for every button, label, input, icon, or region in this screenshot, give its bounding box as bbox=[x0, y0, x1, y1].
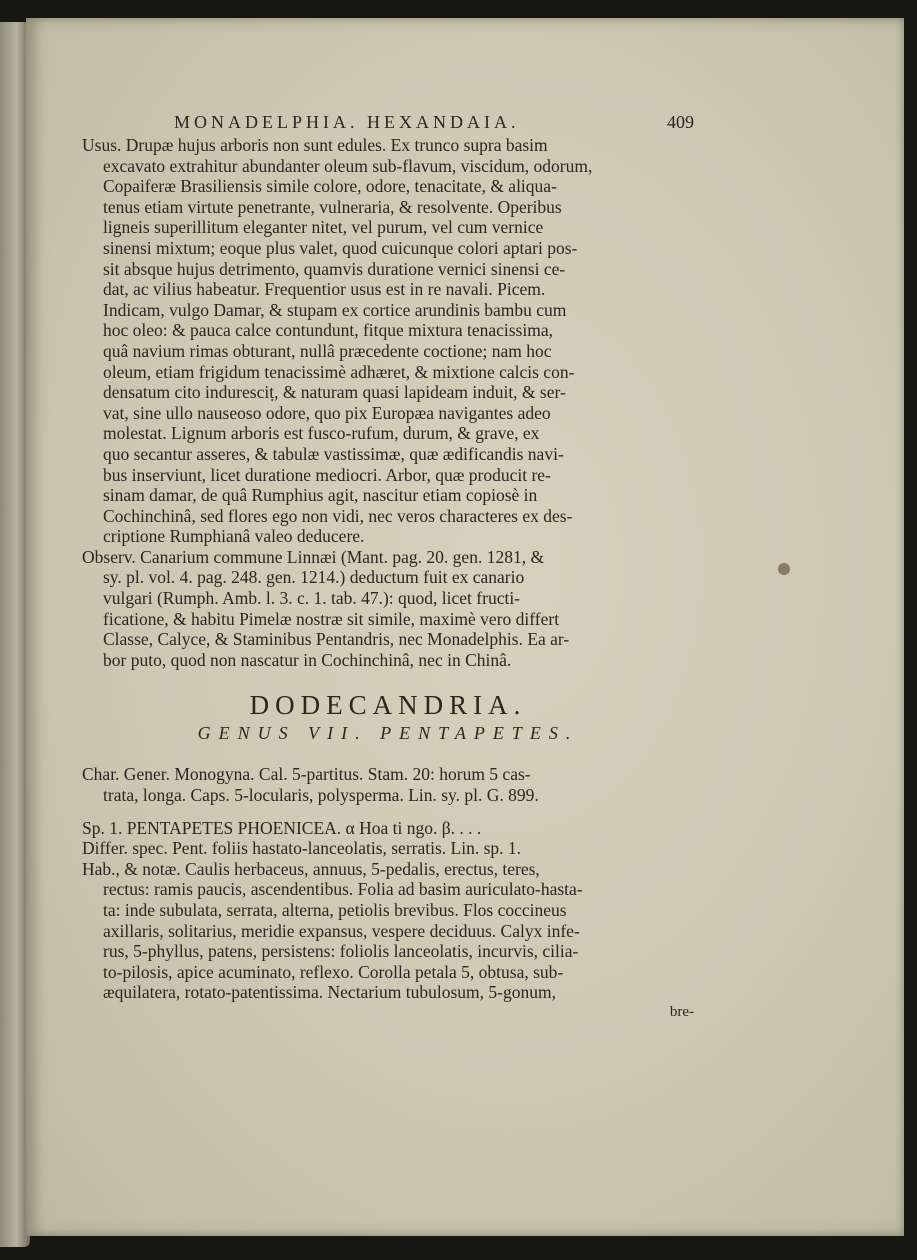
text-line: sy. pl. vol. 4. pag. 248. gen. 1214.) deductum fuit ex canario bbox=[103, 567, 525, 588]
text-line: dat, ac vilius habeatur. Frequentior usus est in re navali. Picem. bbox=[103, 279, 546, 300]
text-line: axillaris, solitarius, meridie expansus, vespere deciduus. Calyx infe- bbox=[103, 920, 580, 941]
text-line: bus inserviunt, licet duratione mediocri. Arbor, quæ producit re- bbox=[103, 464, 551, 485]
text-line: criptione Rumphianâ valeo deducere. bbox=[103, 526, 365, 547]
text-line: rectus: ramis paucis, ascendentibus. Folia ad basim auriculato-hasta- bbox=[103, 879, 583, 900]
species-paragraph bbox=[82, 818, 694, 1003]
text-line: sinam damar, de quâ Rumphius agit, nascitur etiam copiosè in bbox=[103, 485, 538, 506]
running-head-title: MONADELPHIA. HEXANDAIA. bbox=[174, 112, 520, 132]
text-line: Sp. 1. PENTAPETES PHOENICEA. α Hoa ti ngo. β. . . . bbox=[82, 817, 482, 838]
text-line: ta: inde subulata, serrata, alterna, petiolis brevibus. Flos coccineus bbox=[103, 900, 567, 920]
text-line: vulgari (Rumph. Amb. l. 3. c. 1. tab. 47.): quod, licet fructi- bbox=[103, 588, 521, 609]
text-line: sit absque hujus detrimento, quamvis duratione vernici sinensi ce- bbox=[103, 258, 566, 279]
text-line: Classe, Calyce, & Staminibus Pentandris, nec Monadelphis. Ea ar- bbox=[103, 629, 570, 650]
text-line: æquilatera, rotato-patentissima. Nectarium tubulosum, 5-gonum, bbox=[103, 982, 556, 1003]
text-line: trata, longa. Caps. 5-locularis, polysperma. Lin. sy. pl. G. 899. bbox=[103, 785, 539, 806]
section-title: DODECANDRIA. bbox=[249, 690, 527, 721]
page-number: 409 bbox=[667, 112, 694, 132]
text-line: quâ navium rimas obturant, nullâ præcedente coctione; nam hoc bbox=[103, 340, 552, 361]
text-line: Char. Gener. Monogyna. Cal. 5-partitus. Stam. 20: horum 5 cas- bbox=[82, 764, 531, 785]
text-line: hoc oleo: & pauca calce contundunt, fitque mixtura tenacissima, bbox=[103, 320, 553, 341]
text-line: vat, sine ullo nauseoso odore, quo pix Europæa navigantes adeo bbox=[103, 402, 551, 423]
text-line: Differ. spec. Pent. foliis hastato-lanceolatis, serratis. Lin. sp. 1. bbox=[82, 838, 522, 859]
char-paragraph bbox=[82, 764, 694, 805]
text-line: rus, 5-phyllus, patens, persistens: foliolis lanceolatis, incurvis, cilia- bbox=[103, 941, 579, 962]
observ-paragraph bbox=[82, 547, 694, 671]
text-block bbox=[82, 112, 694, 1021]
text-line: Hab., & notæ. Caulis herbaceus, annuus, 5-pedalis, erectus, teres, bbox=[82, 858, 540, 879]
text-line: to-pilosis, apice acuminato, reflexo. Corolla petala 5, obtusa, sub- bbox=[103, 961, 564, 982]
text-line: molestat. Lignum arboris est fusco-rufum, durum, & grave, ex bbox=[103, 423, 540, 444]
text-line: ligneis superillitum eleganter nitet, vel purum, vel cum vernice bbox=[103, 217, 544, 238]
text-line: Cochinchinâ, sed flores ego non vidi, nec veros characteres ex des- bbox=[103, 505, 573, 526]
catchword: bre- bbox=[669, 1003, 694, 1020]
usus-paragraph bbox=[82, 135, 694, 547]
text-line: Indicam, vulgo Damar, & stupam ex cortice arundinis bambu cum bbox=[103, 299, 567, 320]
ink-stain bbox=[778, 563, 790, 575]
text-line: quo secantur asseres, & tabulæ vastissimæ, quæ ædificandis navi- bbox=[103, 443, 564, 464]
text-line: densatum cito induresciṭ, & naturam quasi lapideam induit, & ser- bbox=[103, 382, 566, 403]
text-line: excavato extrahitur abundanter oleum sub-flavum, viscidum, odorum, bbox=[103, 155, 593, 176]
text-line: Observ. Canarium commune Linnæi (Mant. pag. 20. gen. 1281, & bbox=[82, 546, 545, 567]
genus-title: GENUS VII. PENTAPETES. bbox=[197, 723, 579, 744]
text-line: bor puto, quod non nascatur in Cochinchinâ, nec in Chinâ. bbox=[103, 649, 512, 670]
text-line: oleum, etiam frigidum tenacissimè adhæret, & mixtione calcis con- bbox=[103, 361, 575, 382]
running-head bbox=[174, 112, 694, 133]
text-line: tenus etiam virtute penetrante, vulneraria, & resolvente. Operibus bbox=[103, 196, 562, 217]
text-line: ficatione, & habitu Pimelæ nostræ sit simile, maximè vero differt bbox=[103, 608, 560, 629]
text-line: Copaiferæ Brasiliensis simile colore, odore, tenacitate, & aliqua- bbox=[103, 176, 557, 197]
text-line: sinensi mixtum; eoque plus valet, quod cuicunque colori aptari pos- bbox=[103, 237, 578, 258]
text-line: Usus. Drupæ hujus arboris non sunt edules. Ex trunco supra basim bbox=[82, 135, 548, 155]
